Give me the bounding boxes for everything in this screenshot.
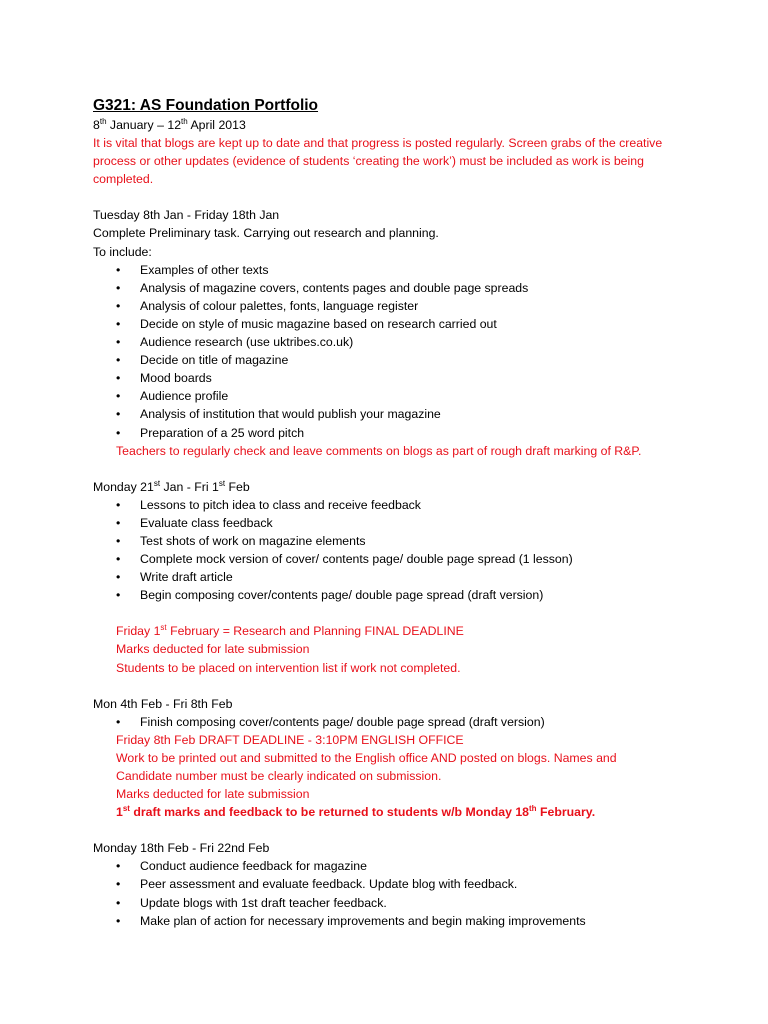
bullet-icon: • xyxy=(116,335,121,350)
list-item xyxy=(93,387,713,405)
deadline-sup: st xyxy=(160,623,167,633)
list-item xyxy=(93,514,713,532)
section-heading xyxy=(93,478,713,496)
list-item-text: Analysis of magazine covers, contents pages and double page spreads xyxy=(140,280,529,295)
date-end: April 2013 xyxy=(187,118,246,132)
heading-part: Monday 21 xyxy=(93,479,154,494)
bullet-icon: • xyxy=(116,588,121,603)
list-item-text: Preparation of a 25 word pitch xyxy=(140,425,305,440)
bullet-icon: • xyxy=(116,407,121,422)
date-sup: th xyxy=(181,116,188,126)
list-item xyxy=(93,369,713,387)
return-sup: st xyxy=(122,804,130,814)
date-mid: January – 12 xyxy=(106,118,182,132)
bullet-icon: • xyxy=(116,895,121,910)
list-item-text: Examples of other texts xyxy=(140,262,269,277)
heading-part: Feb xyxy=(225,479,250,494)
bullet-icon: • xyxy=(116,533,121,548)
task-list-1 xyxy=(93,261,713,442)
bullet-icon: • xyxy=(116,353,121,368)
return-part: draft marks and feedback to be returned to students w/b Monday 18 xyxy=(129,805,530,820)
task-list-4 xyxy=(93,857,713,929)
section-heading: Monday 18th Feb - Fri 22nd Feb xyxy=(93,841,270,856)
date-range xyxy=(93,116,713,134)
list-item xyxy=(93,568,713,586)
list-item-text: Mood boards xyxy=(140,371,212,386)
bullet-icon: • xyxy=(116,859,121,874)
list-item xyxy=(93,586,713,604)
list-item xyxy=(93,857,713,875)
list-item xyxy=(93,424,713,442)
bullet-icon: • xyxy=(116,570,121,585)
list-item-text: Decide on title of magazine xyxy=(140,353,289,368)
submission-note: Candidate number must be clearly indicated on submission. xyxy=(116,769,442,783)
intervention-note: Students to be placed on intervention list if work not completed. xyxy=(116,660,461,675)
bullet-icon: • xyxy=(116,298,121,313)
list-item xyxy=(93,894,713,912)
list-item-text: Analysis of colour palettes, fonts, language register xyxy=(140,298,419,313)
section-text: Complete Preliminary task. Carrying out research and planning. xyxy=(93,226,439,241)
list-item-text: Begin composing cover/contents page/ double page spread (draft version) xyxy=(140,588,544,603)
list-item-text: Peer assessment and evaluate feedback. Update blog with feedback. xyxy=(140,877,518,892)
section-text: To include: xyxy=(93,244,152,259)
list-item-text: Audience research (use uktribes.co.uk) xyxy=(140,335,354,350)
list-item xyxy=(93,496,713,514)
bullet-icon: • xyxy=(116,714,121,729)
submission-note: Work to be printed out and submitted to the English office AND posted on blogs. Names and xyxy=(116,750,617,765)
bullet-icon: • xyxy=(116,371,121,386)
list-item xyxy=(93,550,713,568)
list-item-text: Complete mock version of cover/ contents page/ double page spread (1 lesson) xyxy=(140,552,573,567)
section-heading: Mon 4th Feb - Fri 8th Feb xyxy=(93,696,233,711)
return-note xyxy=(93,803,713,821)
list-item-text: Update blogs with 1st draft teacher feedback. xyxy=(140,895,387,910)
bullet-icon: • xyxy=(116,877,121,892)
bullet-icon: • xyxy=(116,515,121,530)
bullet-icon: • xyxy=(116,316,121,331)
list-item-text: Lessons to pitch idea to class and receive feedback xyxy=(140,497,421,512)
task-list-2 xyxy=(93,496,713,605)
teacher-note: Teachers to regularly check and leave comments on blogs as part of rough draft marking of R&P. xyxy=(116,443,642,458)
date-start-day: 8 xyxy=(93,118,100,132)
bullet-icon: • xyxy=(116,425,121,440)
draft-deadline-note: Friday 8th Feb DRAFT DEADLINE - 3:10PM ENGLISH OFFICE xyxy=(116,732,464,747)
list-item-text: Conduct audience feedback for magazine xyxy=(140,859,367,874)
list-item-text: Make plan of action for necessary improvements and begin making improvements xyxy=(140,913,586,928)
list-item xyxy=(93,405,713,423)
list-item-text: Evaluate class feedback xyxy=(140,515,273,530)
task-list-3 xyxy=(93,713,713,731)
bullet-icon: • xyxy=(116,552,121,567)
list-item xyxy=(93,333,713,351)
late-note: Marks deducted for late submission xyxy=(116,787,310,802)
page-title: G321: AS Foundation Portfolio xyxy=(93,97,319,114)
deadline-part: February = Research and Planning FINAL DEADLINE xyxy=(166,624,464,639)
bullet-icon: • xyxy=(116,280,121,295)
bullet-icon: • xyxy=(116,913,121,928)
return-part: 1 xyxy=(116,805,123,820)
document-body xyxy=(93,96,713,930)
list-item-text: Test shots of work on magazine elements xyxy=(140,533,366,548)
bullet-icon: • xyxy=(116,389,121,404)
list-item xyxy=(93,315,713,333)
heading-part: Jan - Fri 1 xyxy=(160,479,219,494)
return-part: February. xyxy=(536,805,596,820)
return-sup: th xyxy=(529,804,537,814)
list-item xyxy=(93,351,713,369)
list-item xyxy=(93,713,713,731)
deadline-part: Friday 1 xyxy=(116,624,161,639)
list-item xyxy=(93,279,713,297)
heading-sup: st xyxy=(153,478,161,488)
section-heading: Tuesday 8th Jan - Friday 18th Jan xyxy=(93,208,280,223)
list-item xyxy=(93,297,713,315)
list-item-text: Decide on style of music magazine based on research carried out xyxy=(140,316,497,331)
list-item xyxy=(93,261,713,279)
bullet-icon: • xyxy=(116,262,121,277)
list-item-text: Write draft article xyxy=(140,570,233,585)
list-item xyxy=(93,532,713,550)
late-note: Marks deducted for late submission xyxy=(116,642,310,657)
date-sup: th xyxy=(99,116,107,126)
deadline-note xyxy=(93,622,713,640)
bullet-icon: • xyxy=(116,497,121,512)
list-item-text: Analysis of institution that would publish your magazine xyxy=(140,407,441,422)
list-item xyxy=(93,875,713,893)
list-item xyxy=(93,912,713,930)
list-item-text: Finish composing cover/contents page/ double page spread (draft version) xyxy=(140,714,545,729)
heading-sup: st xyxy=(218,478,226,488)
list-item-text: Audience profile xyxy=(140,389,229,404)
intro-note: It is vital that blogs are kept up to date and that progress is posted regularly. Screen grabs of the creative process or other updates (evidence of students ‘creating the work’) must be included as work is being completed. xyxy=(93,136,663,187)
